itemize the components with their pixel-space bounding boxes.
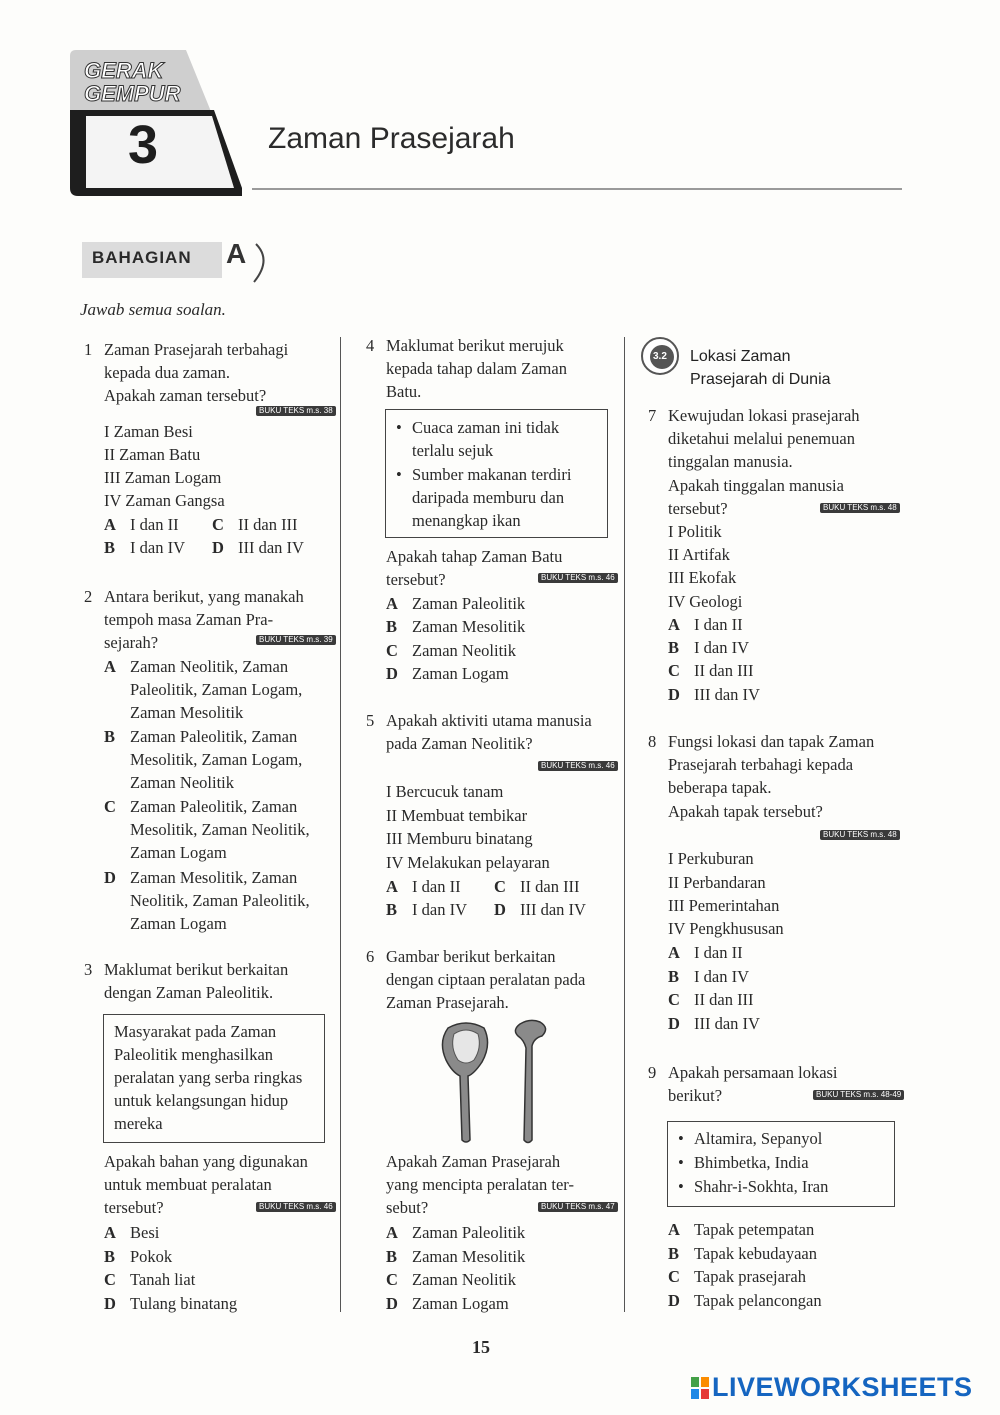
answer-option-a[interactable] xyxy=(386,592,525,616)
question-number: 5 xyxy=(366,711,375,730)
answer-option-d[interactable] xyxy=(668,683,760,707)
page-number: 15 xyxy=(472,1337,490,1357)
question-text: tinggalan manusia. xyxy=(668,452,793,471)
answer-option-b[interactable] xyxy=(104,536,185,560)
statement-item: IV Zaman Gangsa xyxy=(104,491,225,510)
bullet-text: daripada memburu dan xyxy=(412,488,565,507)
option-text: Zaman Logam xyxy=(412,1294,509,1313)
statement-item: III Memburu binatang xyxy=(386,829,533,848)
option-text: I dan IV xyxy=(412,900,467,919)
answer-option-c[interactable] xyxy=(494,875,580,899)
option-text: Zaman Paleolitik xyxy=(412,594,526,613)
question-text: Apakah persamaan lokasi xyxy=(668,1063,838,1082)
statement-item: II Perbandaran xyxy=(668,873,766,892)
bullet-text: Altamira, Sepanyol xyxy=(694,1129,823,1148)
statement-item: I Bercucuk tanam xyxy=(386,782,504,801)
option-key: B xyxy=(668,638,680,657)
option-key: C xyxy=(668,990,680,1009)
question-text: sebut? xyxy=(386,1198,429,1217)
question-text: dengan Zaman Paleolitik. xyxy=(104,983,274,1002)
answer-option-d[interactable] xyxy=(494,898,586,922)
option-text: Zaman Mesolitik xyxy=(130,703,244,722)
answer-option-a[interactable] xyxy=(104,655,130,679)
textbook-reference: BUKU TEKS m.s. 48-49 xyxy=(813,1090,904,1100)
option-key: A xyxy=(104,657,116,676)
option-text: Zaman Neolitik xyxy=(130,773,235,792)
page-title: Zaman Prasejarah xyxy=(268,122,515,155)
option-text: Zaman Logam xyxy=(412,664,509,683)
statement-item: III Zaman Logam xyxy=(104,468,222,487)
answer-option-b[interactable] xyxy=(668,965,749,989)
question-text: dengan ciptaan peralatan pada xyxy=(386,970,586,989)
textbook-reference: BUKU TEKS m.s. 38 xyxy=(256,406,336,416)
topic-heading-line1: Lokasi Zaman xyxy=(690,348,791,365)
option-key: D xyxy=(668,685,680,704)
option-key: B xyxy=(104,727,116,746)
option-key: C xyxy=(386,641,398,660)
statement-item: I Zaman Besi xyxy=(104,422,193,441)
option-key: C xyxy=(104,1270,116,1289)
answer-option-a[interactable] xyxy=(668,613,743,637)
statement-item: I Perkuburan xyxy=(668,849,754,868)
bullet-text: menangkap ikan xyxy=(412,511,521,530)
question-text: Apakah tapak tersebut? xyxy=(668,802,823,821)
question-text: Kewujudan lokasi prasejarah xyxy=(668,406,860,425)
question-text: tempoh masa Zaman Pra- xyxy=(104,610,274,629)
badge-text-gempur: GEMPUR xyxy=(84,81,181,106)
question-text: berikut? xyxy=(668,1086,723,1105)
question-text: pada Zaman Neolitik? xyxy=(386,734,533,753)
option-key: A xyxy=(104,515,116,534)
question-text: tersebut? xyxy=(104,1198,164,1217)
question-text: Apakah tinggalan manusia xyxy=(668,476,844,495)
bullet-text: terlalu sejuk xyxy=(412,441,494,460)
option-key: C xyxy=(212,515,224,534)
answer-option-c[interactable] xyxy=(386,1268,516,1292)
answer-option-a[interactable] xyxy=(104,513,179,537)
statement-item: II Membuat tembikar xyxy=(386,806,528,825)
question-text: diketahui melalui penemuan xyxy=(668,429,855,448)
title-divider xyxy=(252,188,902,190)
option-key: D xyxy=(104,868,116,887)
bullet-text: Bhimbetka, India xyxy=(694,1153,809,1172)
question-text: Apakah bahan yang digunakan xyxy=(104,1152,308,1171)
answer-option-b[interactable] xyxy=(668,636,749,660)
option-text: Zaman Logam xyxy=(130,914,227,933)
statement-item: III Ekofak xyxy=(668,568,737,587)
option-key: C xyxy=(668,661,680,680)
textbook-reference: BUKU TEKS m.s. 48 xyxy=(820,830,900,840)
answer-option-c[interactable] xyxy=(212,513,298,537)
option-key: B xyxy=(104,1247,116,1266)
chapter-number: 3 xyxy=(128,115,159,175)
question-text: Maklumat berikut berkaitan xyxy=(104,960,289,979)
option-text: III dan IV xyxy=(520,900,586,919)
textbook-reference: BUKU TEKS m.s. 48 xyxy=(820,503,900,513)
option-text: II dan III xyxy=(694,990,754,1009)
option-text: Neolitik, Zaman Paleolitik, xyxy=(130,891,310,910)
option-text: I dan II xyxy=(694,615,743,634)
option-text: Zaman Mesolitik xyxy=(412,1247,526,1266)
option-text: Zaman Logam xyxy=(130,843,227,862)
option-text: Zaman Mesolitik, Zaman xyxy=(130,868,298,887)
answer-option-d[interactable] xyxy=(386,662,509,686)
textbook-reference: BUKU TEKS m.s. 39 xyxy=(256,635,336,645)
bullet-text: Sumber makanan terdiri xyxy=(412,465,572,484)
statement-item: II Artifak xyxy=(668,545,730,564)
option-key: D xyxy=(104,1294,116,1313)
option-text: III dan IV xyxy=(238,538,304,557)
statement-item: IV Geologi xyxy=(668,592,743,611)
question-text: Apakah tahap Zaman Batu xyxy=(386,547,563,566)
answer-option-b[interactable] xyxy=(386,898,467,922)
question-text: Batu. xyxy=(386,382,422,401)
info-line: Masyarakat pada Zaman xyxy=(114,1022,277,1041)
answer-option-d[interactable] xyxy=(104,866,130,890)
option-key: B xyxy=(386,617,398,636)
option-key: A xyxy=(668,615,680,634)
bullet-icon: • xyxy=(396,418,402,437)
statement-item: IV Pengkhususan xyxy=(668,919,784,938)
info-line: untuk kelangsungan hidup xyxy=(114,1091,289,1110)
option-text: Mesolitik, Zaman Logam, xyxy=(130,750,303,769)
option-key: B xyxy=(386,1247,398,1266)
question-number: 6 xyxy=(366,947,375,966)
statement-item: III Pemerintahan xyxy=(668,896,780,915)
option-key: C xyxy=(386,1270,398,1289)
topic-heading-line2: Prasejarah di Dunia xyxy=(690,371,831,388)
answer-option-b[interactable] xyxy=(386,615,525,639)
info-line: Paleolitik menghasilkan xyxy=(114,1045,274,1064)
question-text: Zaman Prasejarah. xyxy=(386,993,509,1012)
answer-option-a[interactable] xyxy=(386,1221,525,1245)
option-text: III dan IV xyxy=(694,685,760,704)
option-text: III dan IV xyxy=(694,1014,760,1033)
bullet-text: Shahr-i-Sokhta, Iran xyxy=(694,1177,829,1196)
column-divider-1 xyxy=(340,337,341,1312)
option-text: Tapak kebudayaan xyxy=(694,1244,817,1263)
option-text: Pokok xyxy=(130,1247,173,1266)
answer-option-a[interactable] xyxy=(386,875,461,899)
watermark xyxy=(712,1372,973,1403)
textbook-reference: BUKU TEKS m.s. 46 xyxy=(538,761,618,771)
answer-option-d[interactable] xyxy=(386,1292,509,1316)
answer-option-b[interactable] xyxy=(668,1242,817,1266)
option-text: Zaman Paleolitik xyxy=(412,1223,526,1242)
option-text: I dan II xyxy=(130,515,179,534)
option-key: A xyxy=(386,594,398,613)
option-key: A xyxy=(104,1223,116,1242)
answer-option-c[interactable] xyxy=(104,1268,195,1292)
question-text: Apakah Zaman Prasejarah xyxy=(386,1152,561,1171)
question-text: Fungsi lokasi dan tapak Zaman xyxy=(668,732,875,751)
answer-option-b[interactable] xyxy=(386,1245,525,1269)
option-text: Tapak prasejarah xyxy=(694,1267,806,1286)
option-key: D xyxy=(668,1291,680,1310)
option-key: B xyxy=(668,1244,680,1263)
option-text: Zaman Mesolitik xyxy=(412,617,526,636)
question-text: sejarah? xyxy=(104,633,159,652)
question-number: 2 xyxy=(84,587,93,606)
option-text: Zaman Paleolitik, Zaman xyxy=(130,727,298,746)
question-number: 3 xyxy=(84,960,93,979)
question-text: untuk membuat peralatan xyxy=(104,1175,272,1194)
option-text: Zaman Neolitik, Zaman xyxy=(130,657,289,676)
prehistoric-tools-illustration xyxy=(430,1018,565,1146)
option-key: B xyxy=(668,967,680,986)
option-text: Tanah liat xyxy=(130,1270,196,1289)
option-text: I dan IV xyxy=(130,538,185,557)
option-text: Tulang binatang xyxy=(130,1294,238,1313)
answer-option-c[interactable] xyxy=(104,795,130,819)
option-text: I dan IV xyxy=(694,967,749,986)
bullet-icon: • xyxy=(396,465,402,484)
answer-option-d[interactable] xyxy=(212,536,304,560)
question-text: Antara berikut, yang manakah xyxy=(104,587,304,606)
question-text: Prasejarah terbahagi kepada xyxy=(668,755,854,774)
question-text: kepada dua zaman. xyxy=(104,363,230,382)
answer-option-d[interactable] xyxy=(668,1289,822,1313)
option-key: D xyxy=(386,1294,398,1313)
bullet-icon: • xyxy=(678,1177,684,1196)
question-number: 1 xyxy=(84,340,93,359)
badge-text-gerak: GERAK xyxy=(84,58,164,83)
answer-option-a[interactable] xyxy=(104,1221,159,1245)
answer-option-d[interactable] xyxy=(668,1012,760,1036)
option-text: II dan III xyxy=(238,515,298,534)
option-text: Mesolitik, Zaman Neolitik, xyxy=(130,820,310,839)
question-number: 7 xyxy=(648,406,657,425)
bullet-icon: • xyxy=(678,1153,684,1172)
statement-item: IV Melakukan pelayaran xyxy=(386,853,550,872)
watermark-text: LIVEWORKSHEETS xyxy=(712,1372,973,1402)
bullet-text: Cuaca zaman ini tidak xyxy=(412,418,560,437)
answer-option-b[interactable] xyxy=(104,1245,172,1269)
option-key: C xyxy=(104,797,116,816)
answer-option-c[interactable] xyxy=(668,659,754,683)
liveworksheets-logo-icon xyxy=(691,1377,709,1399)
option-key: C xyxy=(668,1267,680,1286)
option-text: Zaman Neolitik xyxy=(412,1270,517,1289)
option-key: C xyxy=(494,877,506,896)
textbook-reference: BUKU TEKS m.s. 46 xyxy=(256,1202,336,1212)
instructions: Jawab semua soalan. xyxy=(80,300,226,319)
option-text: I dan II xyxy=(694,943,743,962)
option-key: D xyxy=(212,538,224,557)
option-text: Besi xyxy=(130,1223,160,1242)
option-key: B xyxy=(104,538,116,557)
topic-badge-number: 3.2 xyxy=(653,351,667,362)
option-text: Tapak petempatan xyxy=(694,1220,815,1239)
answer-option-b[interactable] xyxy=(104,725,130,749)
answer-option-a[interactable] xyxy=(668,1218,814,1242)
option-key: D xyxy=(386,664,398,683)
question-text: yang mencipta peralatan ter- xyxy=(386,1175,574,1194)
statement-item: II Zaman Batu xyxy=(104,445,201,464)
option-key: A xyxy=(386,1223,398,1242)
bullet-icon: • xyxy=(678,1129,684,1148)
option-key: D xyxy=(668,1014,680,1033)
question-number: 9 xyxy=(648,1063,657,1082)
option-text: II dan III xyxy=(520,877,580,896)
option-text: Paleolitik, Zaman Logam, xyxy=(130,680,303,699)
question-number: 4 xyxy=(366,336,375,355)
option-text: Tapak pelancongan xyxy=(694,1291,822,1310)
question-text: Apakah aktiviti utama manusia xyxy=(386,711,592,730)
question-text: Apakah zaman tersebut? xyxy=(104,386,267,405)
option-text: Zaman Neolitik xyxy=(412,641,517,660)
column-divider-2 xyxy=(624,337,625,1312)
question-text: beberapa tapak. xyxy=(668,778,772,797)
option-key: A xyxy=(386,877,398,896)
option-key: B xyxy=(386,900,398,919)
textbook-reference: BUKU TEKS m.s. 47 xyxy=(538,1202,618,1212)
option-text: II dan III xyxy=(694,661,754,680)
option-text: Zaman Paleolitik, Zaman xyxy=(130,797,298,816)
answer-option-d[interactable] xyxy=(104,1292,237,1316)
answer-option-c[interactable] xyxy=(386,639,516,663)
option-text: I dan II xyxy=(412,877,461,896)
answer-option-c[interactable] xyxy=(668,988,754,1012)
option-text: I dan IV xyxy=(694,638,749,657)
question-text: Maklumat berikut merujuk xyxy=(386,336,564,355)
question-text: Gambar berikut berkaitan xyxy=(386,947,556,966)
answer-option-c[interactable] xyxy=(668,1265,806,1289)
section-letter: A xyxy=(226,238,247,269)
textbook-reference: BUKU TEKS m.s. 46 xyxy=(538,573,618,583)
question-text: tersebut? xyxy=(668,499,728,518)
answer-option-a[interactable] xyxy=(668,941,743,965)
option-key: A xyxy=(668,1220,680,1239)
statement-item: I Politik xyxy=(668,522,722,541)
option-key: D xyxy=(494,900,506,919)
info-line: peralatan yang serba ringkas xyxy=(114,1068,303,1087)
section-label: BAHAGIAN xyxy=(92,248,192,267)
question-text: Zaman Prasejarah terbahagi xyxy=(104,340,289,359)
option-key: A xyxy=(668,943,680,962)
question-number: 8 xyxy=(648,732,657,751)
question-text: tersebut? xyxy=(386,570,446,589)
info-line: mereka xyxy=(114,1114,163,1133)
question-text: kepada tahap dalam Zaman xyxy=(386,359,567,378)
